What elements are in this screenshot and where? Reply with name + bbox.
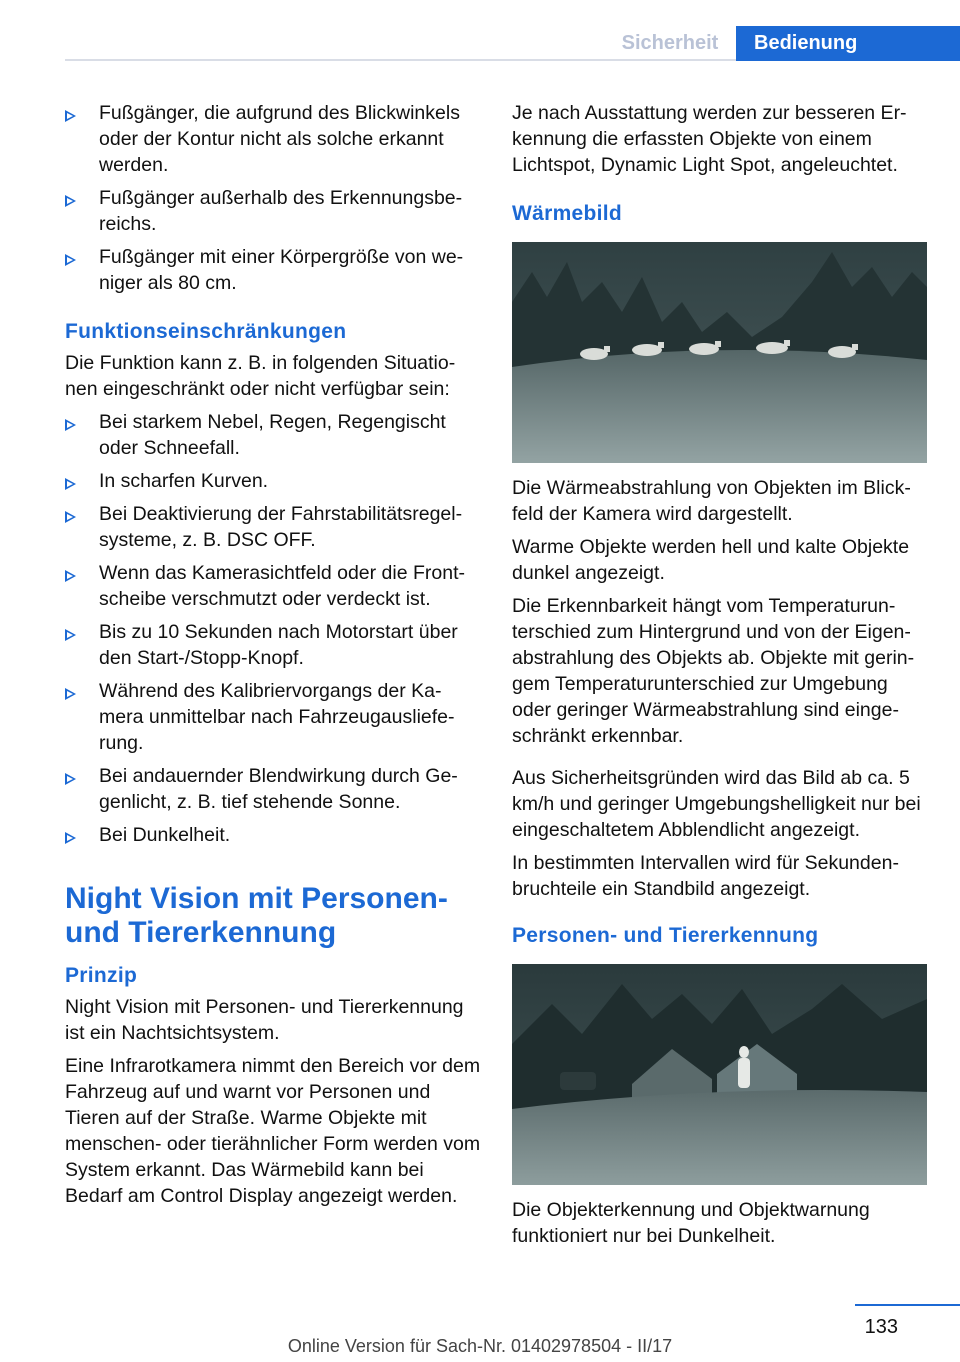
triangle-bullet-icon [65,419,76,431]
left-column [65,100,485,1216]
triangle-bullet-icon [65,570,76,582]
lightspot-paragraph: Je nach Ausstattung werden zur besseren Er‐ kennung die erfassten Objekte von einem Lichtspot, Dynamic Light Spot, angeleuchtet. [512,102,907,176]
list-item: Bei starkem Nebel, Regen, Regengischt oder Schneefall. [65,409,485,461]
triangle-bullet-icon [65,478,76,490]
triangle-bullet-icon [65,110,76,122]
list-item: Fußgänger außerhalb des Erkennungsbe‐ reichs. [65,185,485,237]
section-title-limits: Funktionseinschränkungen [65,320,347,343]
thermal-paragraph-4: Aus Sicherheitsgründen wird das Bild ab ca. 5 km/h und geringer Umgebungshelligkeit nur bei eingeschaltetem Abblendlicht angezeigt. [512,767,921,841]
thermal-paragraph-1: Die Wärmeabstrahlung von Objekten im Blick‐ feld der Kamera wird dargestellt. [512,477,911,525]
right-column [512,100,932,1256]
footer-rule [855,1304,960,1306]
thermal-paragraph-5: In bestimmten Intervallen wird für Sekunden‐ bruchteile ein Standbild angezeigt. [512,852,899,900]
list-item: Fußgänger mit einer Körpergröße von we‐ niger als 80 cm. [65,244,485,296]
section-title-detection: Personen- und Tiererkennung [512,924,819,947]
list-item: Bis zu 10 Sekunden nach Motorstart über den Start-/Stopp-Knopf. [65,619,485,671]
triangle-bullet-icon [65,629,76,641]
thermal-paragraph-2: Warme Objekte werden hell und kalte Objekte dunkel angezeigt. [512,536,910,584]
list-item: Bei Dunkelheit. [65,822,485,848]
thermal-image-animals [512,242,927,463]
triangle-bullet-icon [65,688,76,700]
bullet-list-pedestrians [65,100,485,296]
chapter-title: Night Vision mit Personen- und Tiererkennung [65,882,448,949]
tab-bedienung[interactable]: Bedienung [736,26,960,61]
principle-paragraph-1: Night Vision mit Personen- und Tiererkennung ist ein Nachtsichtsystem. [65,996,464,1044]
list-item: Wenn das Kamerasichtfeld oder die Front‐ scheibe verschmutzt oder verdeckt ist. [65,560,485,612]
triangle-bullet-icon [65,832,76,844]
page-number: 133 [864,1316,898,1338]
limits-intro: Die Funktion kann z. B. in folgenden Situatio‐ nen eingeschränkt oder nicht verfügbar sein: [65,352,456,400]
list-item: In scharfen Kurven. [65,468,485,494]
section-title-principle: Prinzip [65,964,138,987]
thermal-paragraph-3: Die Erkennbarkeit hängt vom Temperaturun‐ terschied zum Hintergrund und von der Eigen‐ abstrahlung des Objekts ab. Objekte mit gerin‐ gem Temperaturunterschied zur Umgebung oder geringer Wärmeabstrahlung sind einge‐ schränkt erkennbar. [512,595,915,747]
list-item: Während des Kalibriervorgangs der Ka‐ mera unmittelbar nach Fahrzeugausliefe‐ rung. [65,678,485,756]
list-item: Fußgänger, die aufgrund des Blickwinkels oder der Kontur nicht als solche erkannt werden. [65,100,485,178]
tab-sicherheit[interactable]: Sicherheit [621,32,719,54]
triangle-bullet-icon [65,195,76,207]
principle-paragraph-2: Eine Infrarotkamera nimmt den Bereich vor dem Fahrzeug auf und warnt vor Personen und Tieren auf der Straße. Warme Objekte mit menschen- oder tierähnlicher Form werden vom System erkannt. Das Wärmebild kann bei Bedarf am Control Display angezeigt werden. [65,1055,481,1207]
section-title-thermal: Wärmebild [512,202,623,225]
detection-paragraph-1: Die Objekterkennung und Objektwarnung funktioniert nur bei Dunkelheit. [512,1199,870,1247]
bullet-list-limits [65,409,485,848]
triangle-bullet-icon [65,511,76,523]
footer-note: Online Version für Sach-Nr. 01402978504 - II/17 [287,1336,673,1356]
list-item: Bei andauernder Blendwirkung durch Ge‐ genlicht, z. B. tief stehende Sonne. [65,763,485,815]
list-item: Bei Deaktivierung der Fahrstabilitätsregel‐ systeme, z. B. DSC OFF. [65,501,485,553]
triangle-bullet-icon [65,254,76,266]
triangle-bullet-icon [65,773,76,785]
thermal-image-pedestrian [512,964,927,1185]
